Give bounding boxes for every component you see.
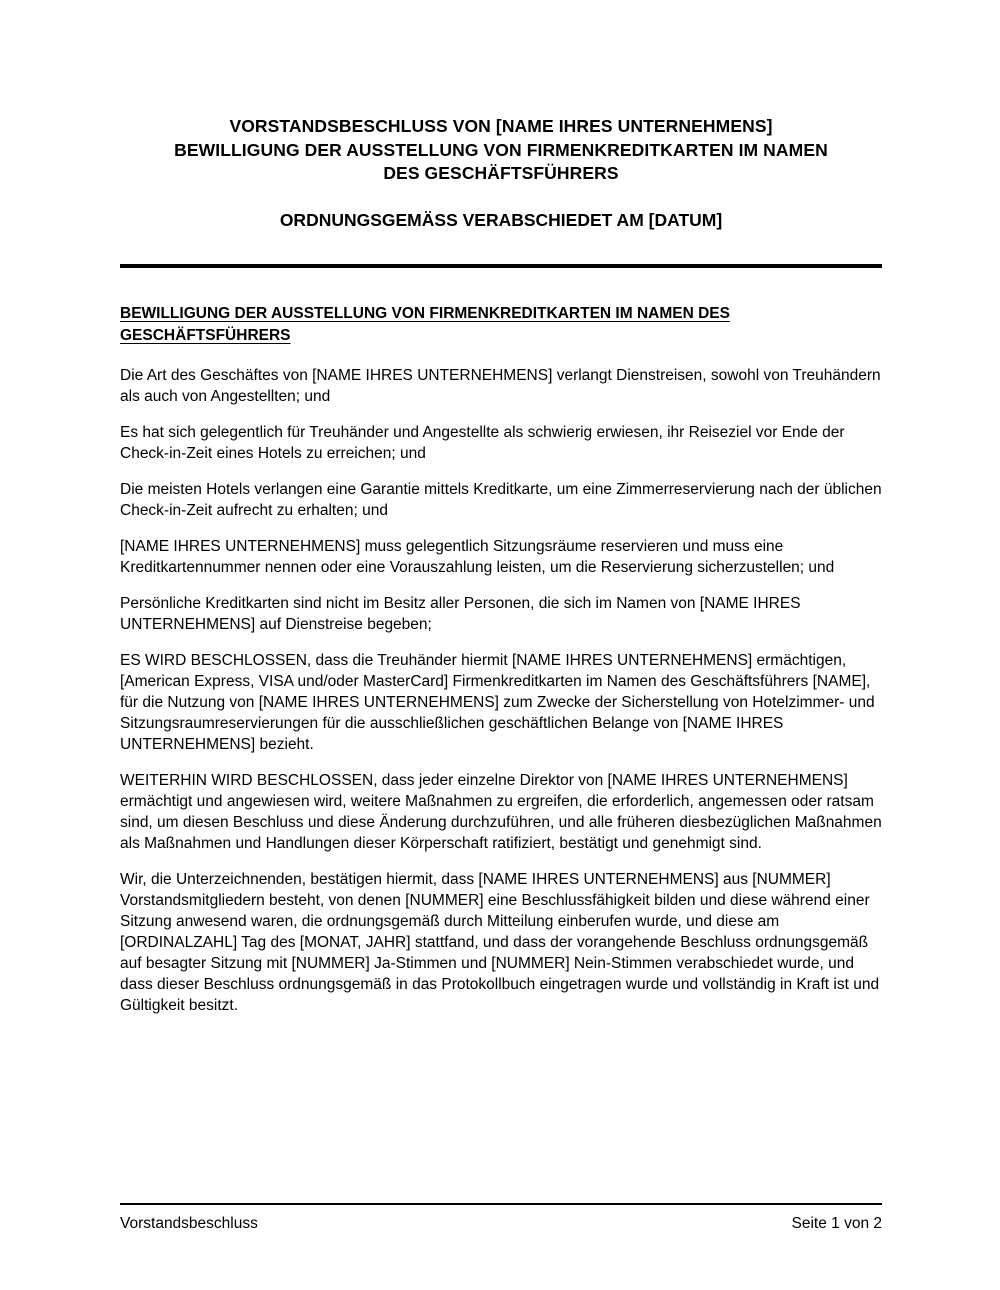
section-heading: BEWILLIGUNG DER AUSSTELLUNG VON FIRMENKREDITKARTEN IM NAMEN DES GESCHÄFTSFÜHRERS — [120, 305, 730, 344]
body-paragraph-1: Die Art des Geschäftes von [NAME IHRES UNTERNEHMENS] verlangt Dienstreisen, sowohl von Treuhändern als auch von Angestellten; und — [120, 367, 881, 405]
body-paragraph-4: [NAME IHRES UNTERNEHMENS] muss gelegentlich Sitzungsräume reservieren und muss eine Kreditkartennummer nennen oder eine Vorauszahlung leisten, um die Reservierung sicherzustellen; und — [120, 538, 835, 576]
body-paragraph-8: Wir, die Unterzeichnenden, bestätigen hiermit, dass [NAME IHRES UNTERNEHMENS] aus [NUMMER] Vorstandsmitgliedern besteht, von denen [NUMMER] eine Beschlussfähigkeit bilden und diese während einer Sitzung anwesend waren, die ordnungsgemäß durch Mitteilung einberufen wurde, und diese am [ORDINALZAHL] Tag des [MONAT, JAHR] stattfand, und dass der vorangehende Beschluss ordnungsgemäß auf besagter Sitzung mit [NUMMER] Ja-Stimmen und [NUMMER] Nein-Stimmen verabschiedet wurde, und dass dieser Beschluss ordnungsgemäß in das Protokollbuch eingetragen wurde und vollständig in Kraft ist und Gültigkeit besitzt. — [120, 871, 880, 1014]
document-subtitle: ORDNUNGSGEMÄSS VERABSCHIEDET AM [DATUM] — [279, 209, 723, 230]
document-body — [120, 365, 882, 1016]
document-title-line-3: DES GESCHÄFTSFÜHRERS — [383, 163, 619, 183]
footer-document-name: Vorstandsbeschluss — [120, 1215, 258, 1232]
document-title — [120, 115, 882, 186]
title-divider-rule — [120, 264, 882, 268]
body-paragraph-5: Persönliche Kreditkarten sind nicht im Besitz aller Personen, die sich im Namen von [NAME IHRES UNTERNEHMENS] auf Dienstreise begeben; — [120, 595, 801, 633]
body-paragraph-6: ES WIRD BESCHLOSSEN, dass die Treuhänder hiermit [NAME IHRES UNTERNEHMENS] ermächtigen, [American Express, VISA und/oder MasterCard] Firmenkreditkarten im Namen des Geschäftsführers [NAME], für die Nutzung von [NAME IHRES UNTERNEHMENS] zum Zwecke der Sicherstellung von Hotelzimmer- und Sitzungsraumreservierungen für die ausschließlichen geschäftlichen Belange von [NAME IHRES UNTERNEHMENS] bezieht. — [120, 652, 875, 753]
body-paragraph-7: WEITERHIN WIRD BESCHLOSSEN, dass jeder einzelne Direktor von [NAME IHRES UNTERNEHMENS] ermächtigt und angewiesen wird, weitere Maßnahmen zu ergreifen, die erforderlich, angemessen oder ratsam sind, um diesen Beschluss und diese Änderung durchzuführen, und alle früheren diesbezüglichen Maßnahmen als Maßnahmen und Handlungen dieser Körperschaft ratifiziert, bestätigt und genehmigt sind. — [120, 772, 882, 852]
body-paragraph-2: Es hat sich gelegentlich für Treuhänder und Angestellte als schwierig erwiesen, ihr Reiseziel vor Ende der Check-in-Zeit eines Hotels zu erreichen; und — [120, 424, 845, 462]
document-content — [120, 115, 882, 1016]
document-title-line-2: BEWILLIGUNG DER AUSSTELLUNG VON FIRMENKREDITKARTEN IM NAMEN — [174, 139, 828, 160]
body-paragraph-3: Die meisten Hotels verlangen eine Garantie mittels Kreditkarte, um eine Zimmerreservierung nach der üblichen Check-in-Zeit aufrecht zu erhalten; und — [120, 481, 882, 519]
footer-page-number: Seite 1 von 2 — [791, 1215, 882, 1232]
page-footer — [120, 1203, 882, 1234]
document-title-line-1: VORSTANDSBESCHLUSS VON [NAME IHRES UNTERNEHMENS] — [229, 116, 773, 136]
